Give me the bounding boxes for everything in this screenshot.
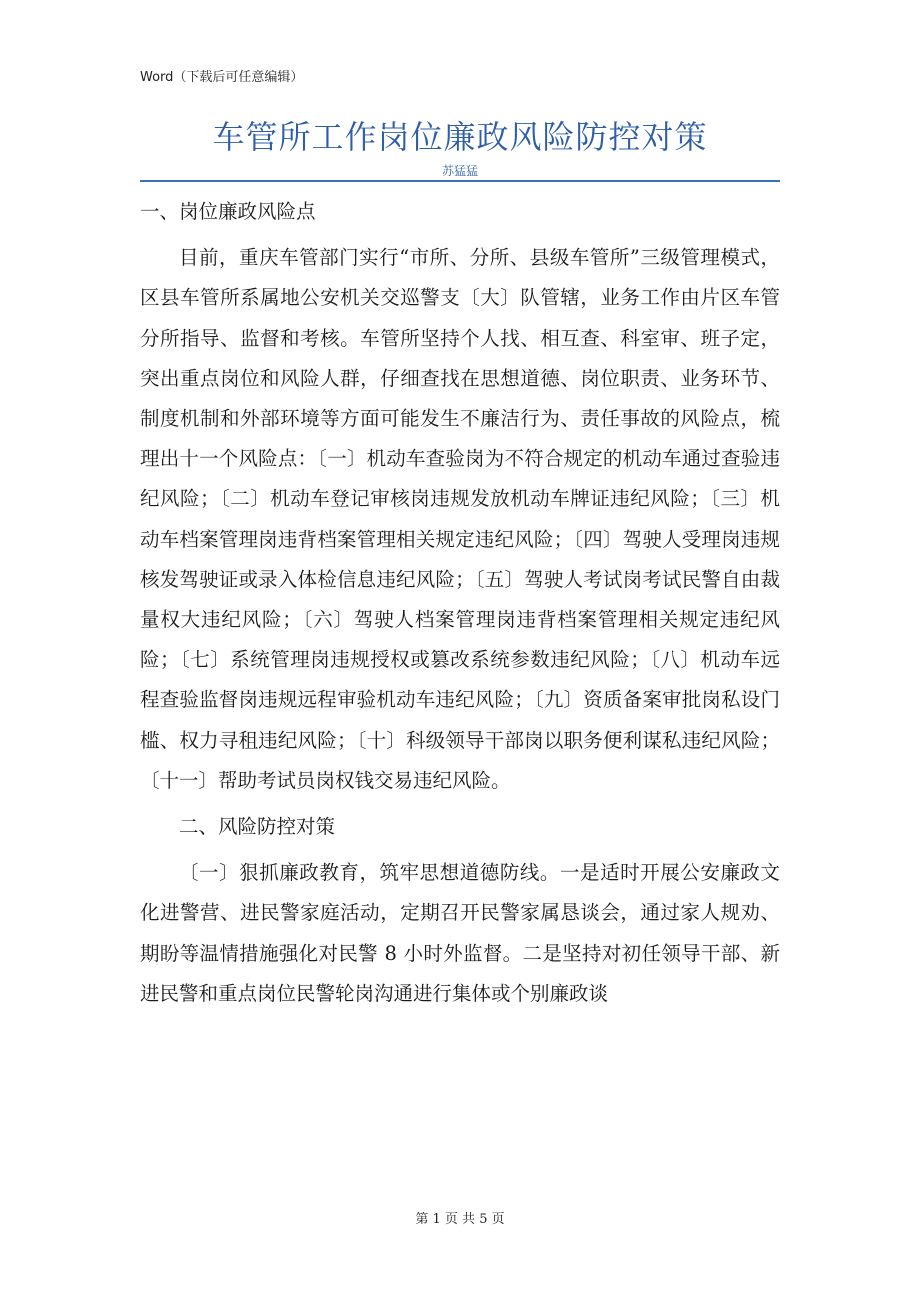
- document-body: [140, 192, 780, 1014]
- paragraph-risk-points: 目前，重庆车管部门实行“市所、分所、县级车管所”三级管理模式，区县车管所系属地公安机关交巡警支〔大〕队管辖，业务工作由片区车管分所指导、监督和考核。车管所坚持个人找、相互查、科室审、班子定，突出重点岗位和风险人群，仔细查找在思想道德、岗位职责、业务环节、制度机制和外部环境等方面可能发生不廉洁行为、责任事故的风险点，梳理出十一个风险点：〔一〕机动车查验岗为不符合规定的机动车通过查验违纪风险；〔二〕机动车登记审核岗违规发放机动车牌证违纪风险；〔三〕机动车档案管理岗违背档案管理相关规定违纪风险；〔四〕驾驶人受理岗违规核发驾驶证或录入体检信息违纪风险；〔五〕驾驶人考试岗考试民警自由裁量权大违纪风险；〔六〕驾驶人档案管理岗违背档案管理相关规定违纪风险；〔七〕系统管理岗违规授权或篡改系统参数违纪风险；〔八〕机动车远程查验监督岗违规远程审验机动车违纪风险；〔九〕资质备案审批岗私设门槛、权力寻租违纪风险；〔十〕科级领导干部岗以职务便利谋私违纪风险；〔十一〕帮助考试员岗权钱交易违纪风险。: [140, 246, 780, 792]
- download-note: Word（下载后可任意编辑）: [140, 70, 304, 85]
- section-heading-1: 一、岗位廉政风险点: [140, 200, 316, 223]
- page-number: 第 1 页 共 5 页: [415, 1212, 505, 1227]
- section-heading-2: 二、风险防控对策: [179, 815, 336, 839]
- title-divider: [140, 180, 780, 182]
- paragraph-countermeasures: 〔一〕狠抓廉政教育，筑牢思想道德防线。一是适时开展公安廉政文化进警营、进民警家庭活动，定期召开民警家属恳谈会，通过家人规劝、期盼等温情措施强化对民警 8 小时外监督。二是坚持对初任领导干部、新进民警和重点岗位民警轮岗沟通进行集体或个别廉政谈: [140, 861, 780, 1005]
- author-name: 苏猛猛: [441, 164, 478, 178]
- document-title: 车管所工作岗位廉政风险防控对策: [212, 118, 708, 156]
